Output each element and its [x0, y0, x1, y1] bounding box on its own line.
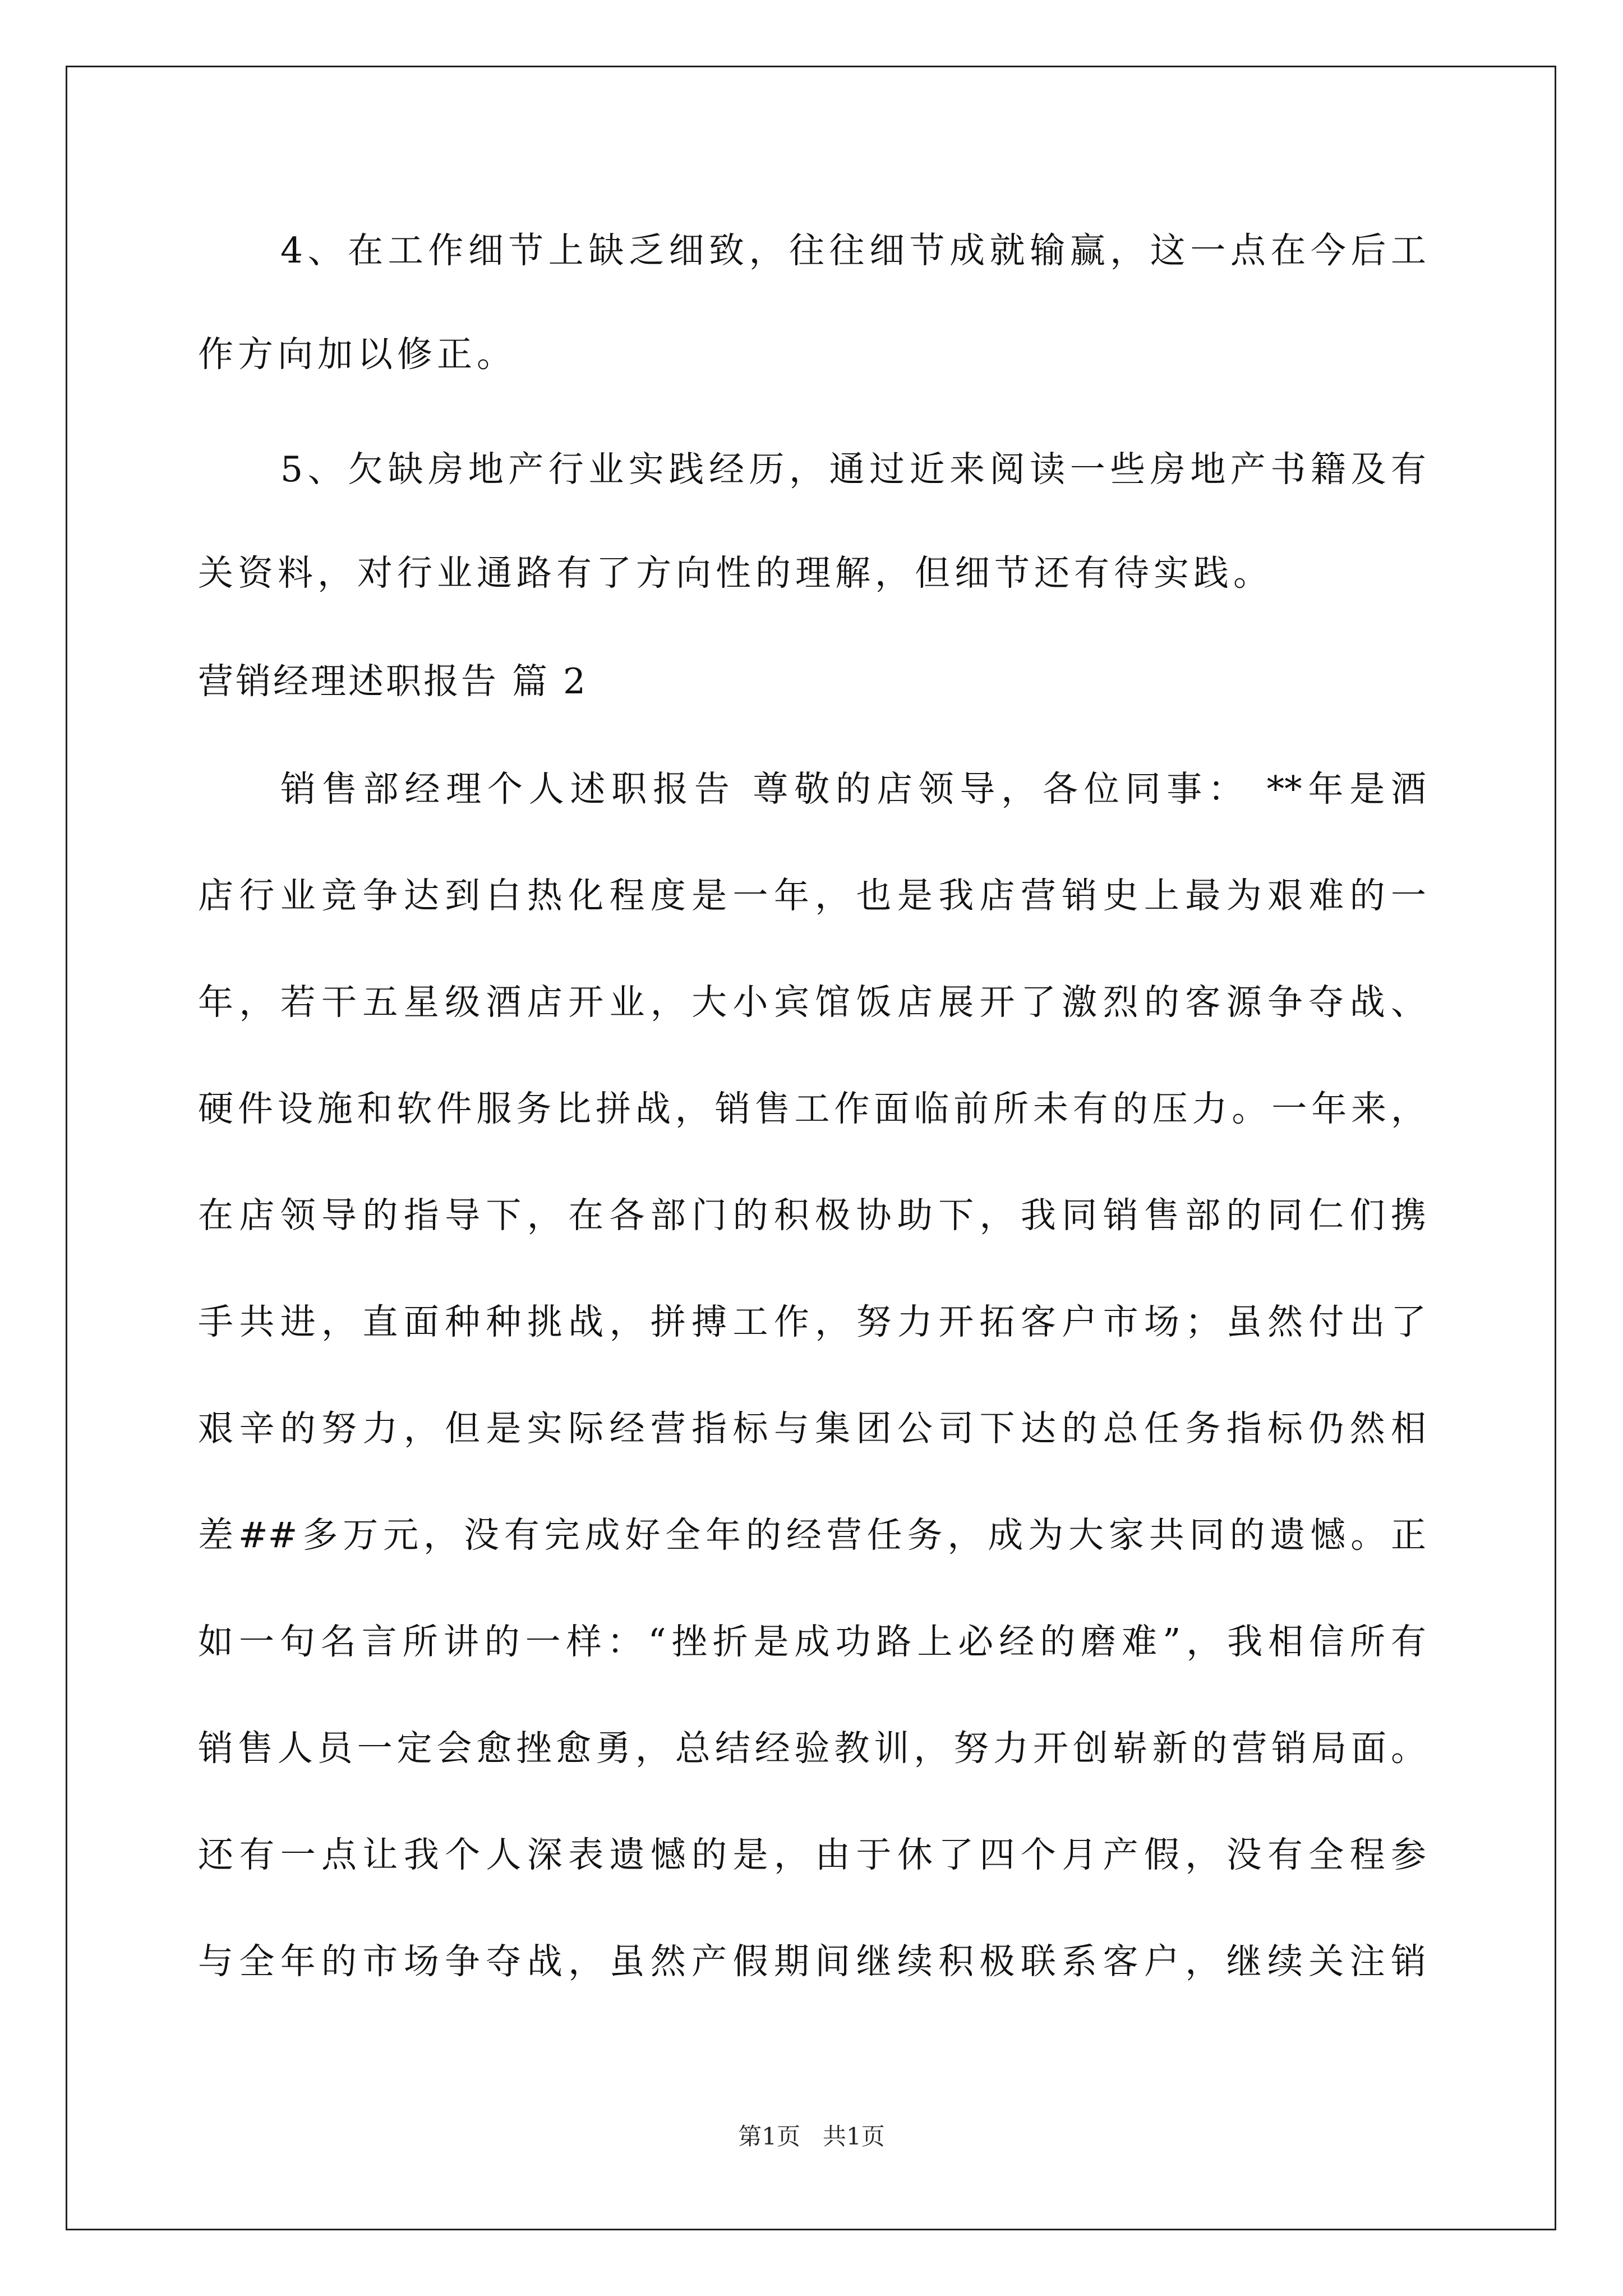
paragraph-line: 硬件设施和软件服务比拼战，销售工作面临前所未有的压力。一年来， [198, 1088, 1426, 1129]
paragraph-line: 在店领导的指导下，在各部门的积极协助下，我同销售部的同仁们携 [198, 1195, 1426, 1236]
paragraph-line: 关资料，对行业通路有了方向性的理解，但细节还有待实践。 [198, 553, 1273, 593]
paragraph-line: 销售部经理个人述职报告 尊敬的店领导，各位同事： **年是酒 [280, 769, 1426, 809]
paragraph-line: 店行业竞争达到白热化程度是一年，也是我店营销史上最为艰难的一 [198, 875, 1426, 916]
paragraph-line: 手共进，直面种种挑战，拼搏工作，努力开拓客户市场；虽然付出了 [198, 1301, 1426, 1342]
page-border [66, 66, 1556, 2230]
paragraph-line: 作方向加以修正。 [198, 334, 517, 375]
paragraph-line: 艰辛的努力，但是实际经营指标与集团公司下达的总任务指标仍然相 [198, 1408, 1426, 1449]
paragraph-line: 差##多万元，没有完成好全年的经营任务，成为大家共同的遗憾。正 [198, 1515, 1426, 1556]
paragraph-line: 如一句名言所讲的一样：“挫折是成功路上必经的磨难”，我相信所有 [198, 1621, 1426, 1662]
page-footer: 第1页 共1页 [738, 2123, 885, 2150]
paragraph-line: 销售人员一定会愈挫愈勇，总结经验教训，努力开创崭新的营销局面。 [198, 1728, 1426, 1769]
paragraph-line: 年，若干五星级酒店开业，大小宾馆饭店展开了激烈的客源争夺战、 [198, 982, 1426, 1023]
section-heading: 营销经理述职报告 篇 2 [198, 661, 588, 702]
paragraph-line: 还有一点让我个人深表遗憾的是，由于休了四个月产假，没有全程参 [198, 1834, 1426, 1875]
paragraph-line: 与全年的市场争夺战，虽然产假期间继续积极联系客户，继续关注销 [198, 1941, 1426, 1982]
paragraph-line: 4、在工作细节上缺乏细致，往往细节成就输赢，这一点在今后工 [280, 230, 1426, 271]
paragraph-line: 5、欠缺房地产行业实践经历，通过近来阅读一些房地产书籍及有 [280, 449, 1426, 490]
